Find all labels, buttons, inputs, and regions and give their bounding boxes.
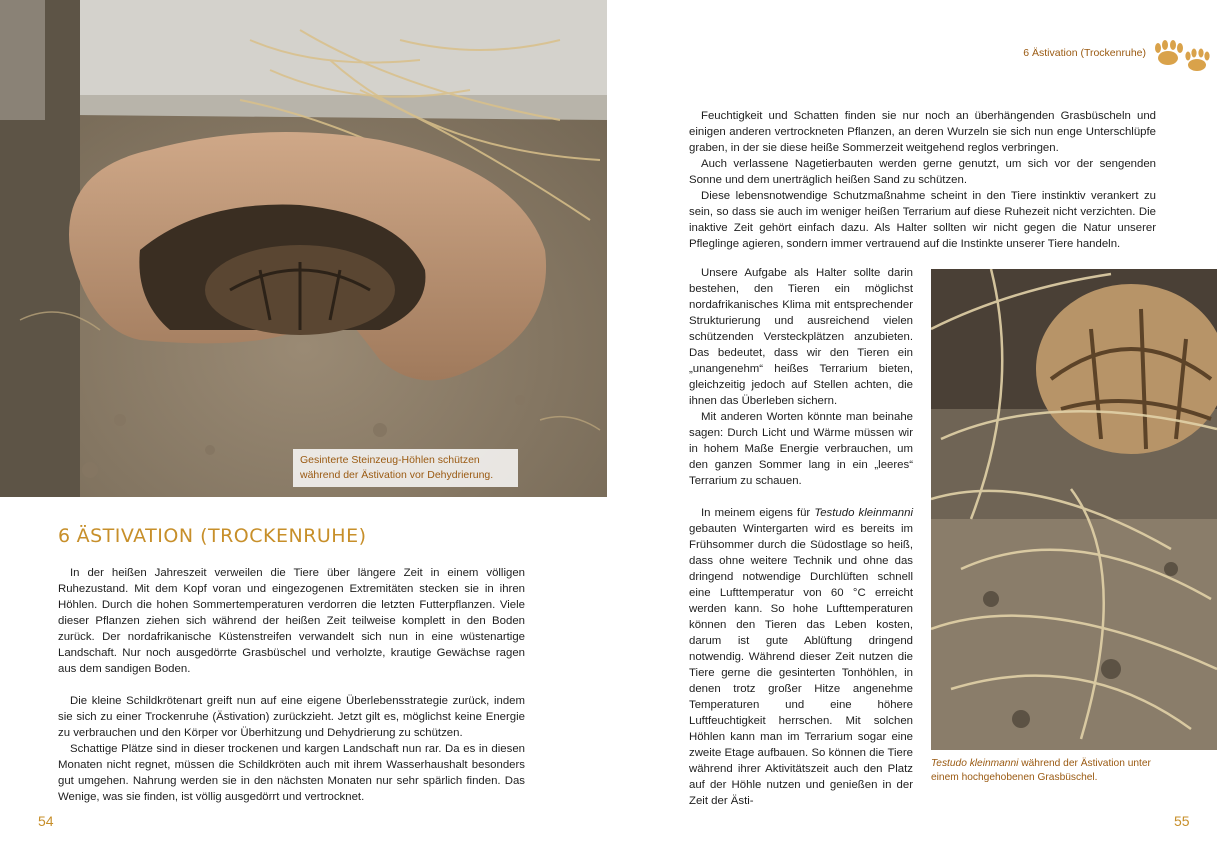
cave-photo-caption: Gesinterte Steinzeug-Höhlen schützen während der Ästivation vor Dehydrierung. [293,449,518,487]
paragraph: Auch verlassene Nagetierbauten werden gerne genutzt, um sich vor der sengenden Sonne und dem unerträglich heißen Sand zu schützen. [689,158,1156,186]
paragraph: Diese lebensnotwendige Schutzmaßnahme scheint in den Tiere instinktiv verankert zu sein, so dass sie auch im weniger heißen Terrarium auf diese Ruhezeit nicht verzichten. Die inaktive Zeit gehört einfach dazu. Als Halter sollten wir nicht gegen die Natur unserer Pfleglinge agieren, sondern immer vertrauend auf die Instinkte unserer Tiere handeln. [689,190,1156,250]
paragraph: In der heißen Jahreszeit verweilen die Tiere über längere Zeit in einem völligen Ruhezustand. Mit dem Kopf voran und eingezogenen Extremitäten stecken sie in ihren Höhlen. Durch die hohen Sommertemperaturen verdorren die letzten Futterpflanzen. Viele dieser Pflanzen ziehen sich während der heißen Zeit teilweise komplett in den Boden zurück. Der nordafrikanische Küstenstreifen verwandelt sich nun in eine wüstenartige Landschaft. Nur noch ausgedörrte Grasbüschel und verholzte, krautige Gewächse ragen aus dem sandigen Boden. [58,567,525,675]
paragraph [689,505,913,809]
tortoise-photo [931,269,1217,750]
paragraph: Die kleine Schildkrötenart greift nun auf eine eigene Überlebensstrategie zurück, indem sie sich zu einer Trockenruhe (Ästivation) zurückzieht. Jetzt gilt es, möglichst keine Energie zu verbrauchen und den Körper vor Überhitzung und Dehydrierung zu schützen. [58,695,525,739]
right-top-text [689,108,1156,252]
page-number-left: 54 [38,813,54,829]
caption-rest: während der Ästivation unter einem hochgehobenen Grasbüschel. [931,758,1151,783]
tortoise-photo-caption [931,757,1161,785]
chapter-heading [58,525,367,547]
cave-photo [0,0,607,497]
left-body-text [58,565,525,805]
chapter-title: ÄSTIVATION (TROCKENRUHE) [76,525,367,547]
paragraph: Feuchtigkeit und Schatten finden sie nur noch an überhängenden Grasbüscheln und einigen anderen vertrockneten Pflanzen, an deren Wurzeln sie sich nun enge Unterschlüpfe graben, in der sie diese heiße Sommerzeit weitgehend reglos verbringen. [689,110,1156,154]
paw-prints-icon [1152,38,1212,72]
paragraph-rest: gebauten Wintergarten wird es bereits im Frühsommer durch die Südostlage so heiß, dass ohne weitere Technik und ohne das dringend notwendige Durchlüften schnell eine Lufttemperatur von 60 °C erreicht werden kann. So hohe Lufttemperaturen können den Tieren das Leben kosten, darum ist gute Ablüftung dringend notwendig. Während dieser Zeit nutzen die Tiere gerne die gesinterten Tonhöhlen, in denen trotz großer Hitze angenehme Temperaturen und eine höhere Luftfeuchtigkeit herrschen. Mit solchen Höhlen kann man im Terrarium sogar eine zweite Etage aufbauen. So können die Tiere während ihrer Aktivitätszeit auch den Platz auf der Höhle nutzen und genießen in der Zeit der Ästi- [689,523,913,807]
paragraph-intro: In meinem eigens für [701,507,811,519]
right-column-text [689,265,913,809]
page-number-right: 55 [1174,813,1190,829]
species-name: Testudo kleinmanni [814,507,913,519]
paragraph: Mit anderen Worten könnte man beinahe sagen: Durch Licht und Wärme müssen wir in hohem Maße Energie verbrauchen, um den ganzen Sommer lang in ein „leeres“ Terrarium zu schauen. [689,411,913,487]
running-head: 6 Ästivation (Trockenruhe) [1023,47,1146,59]
caption-species: Testudo kleinmanni [931,758,1019,769]
paragraph: Schattige Plätze sind in dieser trockenen und kargen Landschaft nun rar. Da es in diesen Monaten nicht regnet, müssen die Schildkröten auch mit ihrem Wasserhaushalt besonders gut umgehen. Nahrung werden sie in den nächsten Monaten nur sehr spärlich finden. Das Wenige, was sie finden, ist völlig ausgedörrt und vertrocknet. [58,743,525,803]
cave-photo-illustration [0,0,607,497]
paragraph: Unsere Aufgabe als Halter sollte darin bestehen, den Tieren ein möglichst nordafrikanisches Klima mit entsprechender Strukturierung und ausreichend vielen schützenden Versteckplätzen anzubieten. Das bedeutet, dass wir den Tieren ein „unangenehm“ heißes Terrarium bieten, gleichzeitig jedoch auf Stellen achten, die ihnen das Überleben sichern. [689,267,913,407]
tortoise-photo-illustration [931,269,1217,750]
chapter-number: 6 [58,525,71,547]
